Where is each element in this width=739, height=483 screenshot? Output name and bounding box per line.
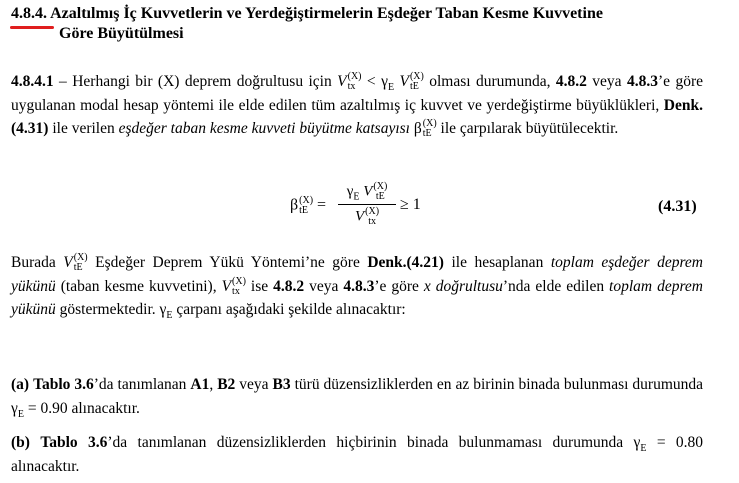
sub-sup	[348, 72, 362, 92]
sub-E: E	[353, 191, 360, 203]
gamma: γ	[346, 183, 354, 200]
ref-4-8-3: 4.8.3	[626, 73, 658, 90]
sup: (X)	[373, 181, 388, 192]
paragraph-4-8-4-1	[11, 70, 703, 141]
sub: tx	[368, 216, 376, 227]
symbol-V: V	[399, 73, 409, 90]
table-ref: Tablo 3.6	[33, 376, 94, 393]
sub: tE	[375, 191, 385, 202]
sub: tE	[422, 128, 432, 140]
text: Burada	[11, 254, 64, 271]
text: (taban kesme kuvvetini),	[55, 277, 222, 295]
section-number: 4.8.4.	[11, 5, 47, 22]
text: alınacaktır.	[11, 457, 80, 475]
equation-relation: ≥ 1	[400, 196, 421, 213]
text: alınacaktır.	[67, 399, 140, 417]
less-than: <	[361, 73, 382, 90]
sub-sup	[410, 72, 424, 92]
V: V	[363, 183, 373, 200]
red-underline-annotation	[10, 26, 54, 29]
V: V	[354, 208, 365, 225]
sub-sup	[232, 277, 246, 297]
beta: β	[290, 196, 299, 214]
symbol-gamma: γ	[11, 399, 18, 417]
italic-term: eşdeğer taban kesme kuvveti büyütme katsayısı	[118, 120, 410, 137]
sub-E: E	[17, 408, 24, 420]
sub: tE	[73, 262, 83, 274]
symbol-V: V	[221, 277, 232, 295]
item-label: (a)	[11, 376, 30, 393]
text: ise	[245, 277, 274, 295]
italic-term: toplam eşdeğer deprem yükünü	[11, 254, 703, 295]
sup: (X)	[232, 275, 246, 287]
text: ’nda elde edilen	[502, 277, 610, 295]
sub-E: E	[166, 310, 173, 322]
fraction-bar	[338, 204, 396, 205]
section-title-line2: Göre Büyütülmesi	[59, 25, 184, 42]
ref-4-8-2: 4.8.2	[273, 277, 305, 295]
text: ’e göre uygulanan modal hesap yöntemi ile elde edilen tüm azaltılmış iç kuvvet ve yerdeğiştirme büyüklükleri,	[11, 73, 703, 114]
item-a	[11, 373, 703, 420]
paragraph-burada	[11, 251, 703, 322]
text: ’da tanımlanan	[93, 376, 191, 393]
item-b	[11, 431, 703, 478]
sub-E: E	[640, 443, 647, 455]
text: ’e göre	[374, 277, 424, 295]
numerator	[338, 182, 396, 202]
sub-sup	[299, 196, 313, 216]
equation-number: (4.31)	[658, 198, 697, 215]
sup: (X)	[347, 71, 362, 83]
text: ile çarpılarak büyütülecektir.	[436, 120, 619, 137]
table-ref: Tablo 3.6	[40, 434, 108, 451]
irregularity-B3: B3	[272, 376, 291, 393]
irregularity-B2: B2	[217, 376, 236, 393]
equals: =	[317, 196, 327, 214]
clause-number: 4.8.4.1	[11, 73, 54, 90]
text: – Herhangi bir (X) deprem doğrultusu için	[53, 73, 338, 90]
symbol-gamma: γ	[381, 73, 388, 90]
text: Eşdeğer Deprem Yükü Yöntemi’ne göre	[87, 254, 368, 271]
text: ile hesaplanan	[443, 254, 551, 271]
text: türü düzensizliklerden en az birinin binada bulunması durumunda	[290, 376, 703, 393]
text: ’da tanımlanan düzensizliklerden hiçbirinin binada bulunmaması durumunda	[107, 434, 634, 451]
section-title-line1: Azaltılmış İç Kuvvetlerin ve Yerdeğiştirmelerin Eşdeğer Taban Kesme Kuvvetine	[50, 5, 603, 22]
ref-4-8-2: 4.8.2	[555, 73, 587, 90]
text: veya	[304, 277, 344, 295]
denominator	[338, 207, 396, 227]
symbol-V: V	[337, 73, 347, 90]
text: veya	[235, 376, 273, 393]
sub-sup	[373, 182, 387, 202]
sup: (X)	[299, 195, 314, 206]
symbol-gamma: γ	[159, 301, 167, 318]
text: olması durumunda,	[423, 73, 556, 90]
italic-term: x doğrultusu	[423, 277, 503, 295]
italic-term: toplam deprem yükünü	[11, 277, 703, 318]
equation-ref: Denk.(4.21)	[367, 254, 444, 271]
gamma-value: = 0.80	[646, 434, 704, 451]
item-label: (b)	[11, 434, 30, 451]
text: göstermektedir.	[55, 301, 160, 318]
ref-4-8-3: 4.8.3	[343, 277, 375, 295]
sub-E: E	[387, 82, 395, 94]
section-heading	[11, 4, 731, 44]
sub: tE	[299, 205, 309, 216]
sub-sup	[365, 207, 379, 227]
text: ,	[209, 376, 218, 393]
sub: tx	[232, 285, 240, 297]
gamma-value: = 0.90	[23, 399, 68, 417]
irregularity-A1: A1	[190, 376, 210, 393]
equation-4-31	[280, 182, 700, 232]
sub: tE	[409, 81, 419, 93]
symbol-V: V	[63, 254, 73, 271]
symbol-beta: β	[413, 120, 422, 137]
sub-sup	[74, 253, 88, 273]
text: ile verilen	[48, 120, 119, 137]
sup: (X)	[73, 252, 88, 264]
sup: (X)	[422, 118, 437, 130]
equation-lhs	[290, 196, 326, 216]
equation-ref: Denk.(4.31)	[11, 96, 703, 137]
equation-fraction	[338, 182, 396, 227]
sup: (X)	[365, 206, 380, 217]
sub: tx	[347, 81, 356, 93]
sup: (X)	[409, 71, 424, 83]
text: veya	[586, 73, 627, 90]
text: çarpanı aşağıdaki şekilde alınacaktır:	[172, 301, 406, 318]
sub-sup	[423, 119, 437, 139]
symbol-gamma: γ	[633, 434, 641, 451]
